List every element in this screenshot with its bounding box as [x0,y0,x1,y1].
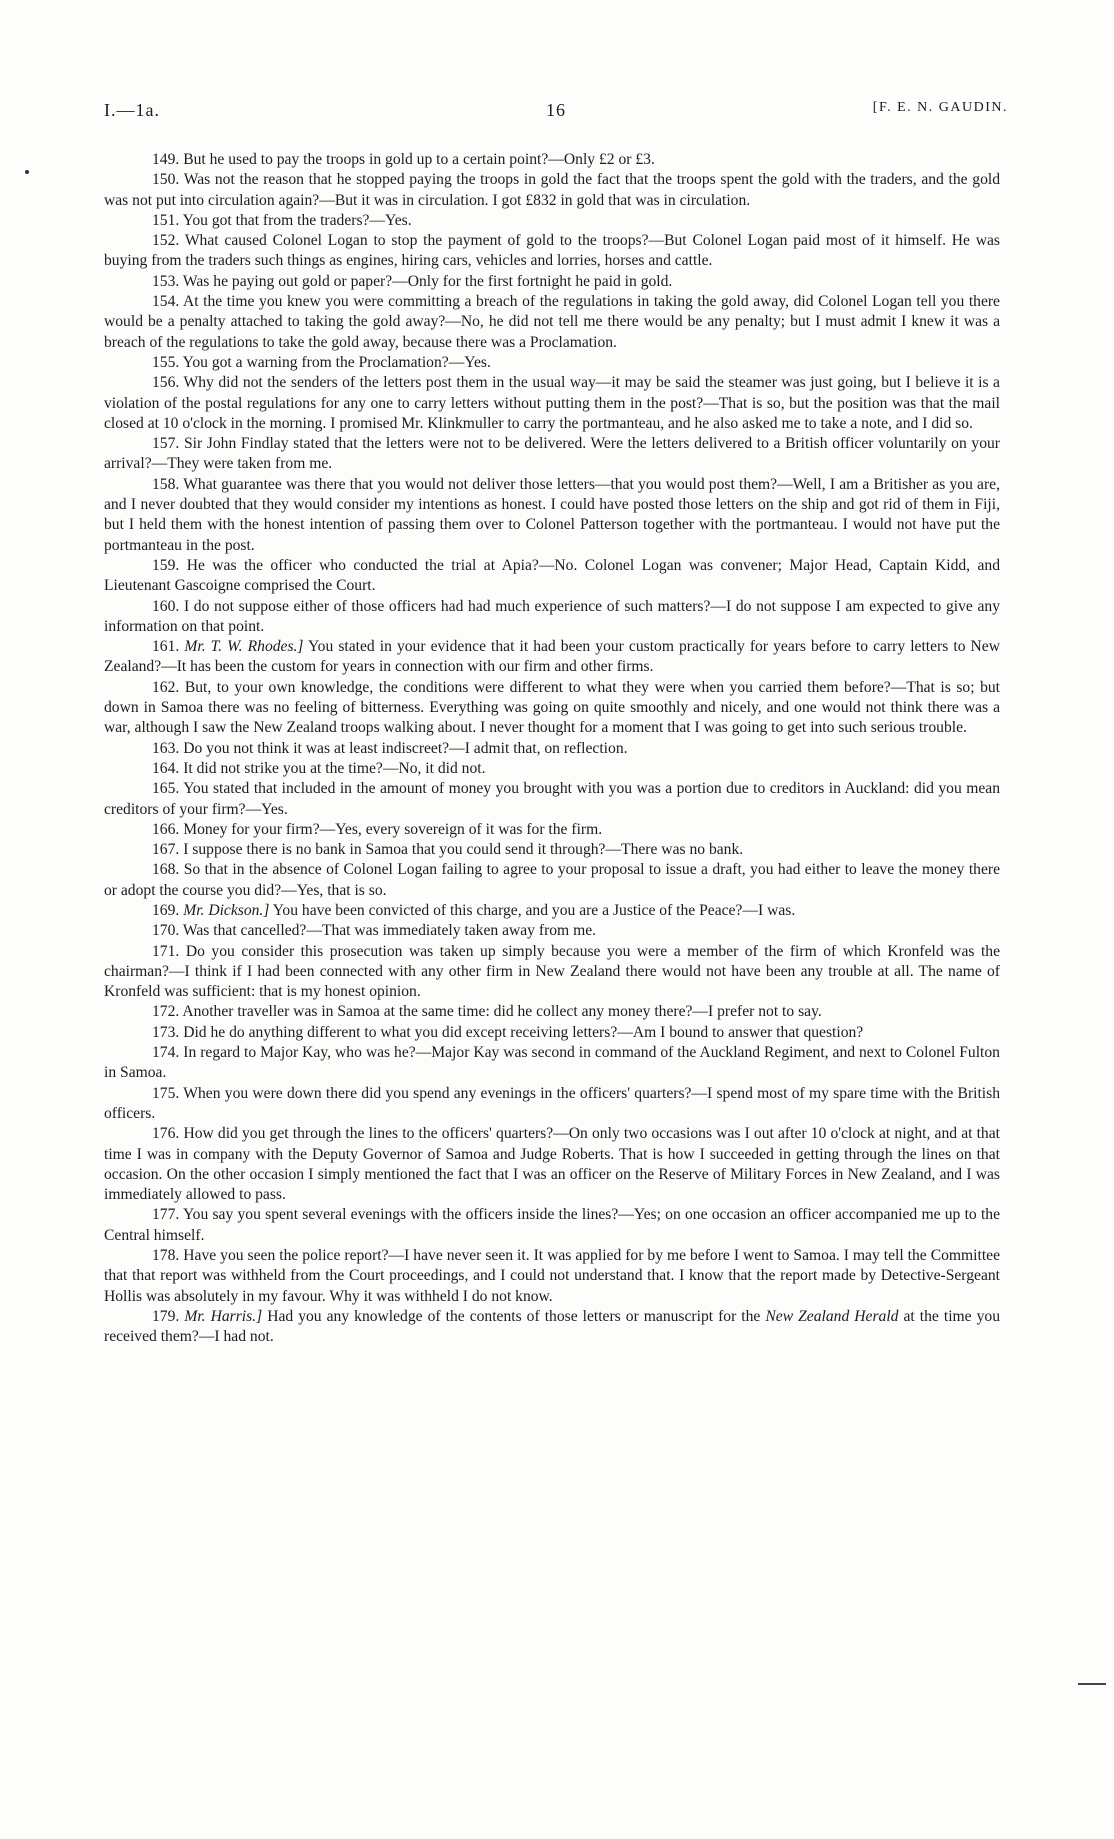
question-number: 178. [152,1247,180,1265]
question-answer-text: He was the officer who conducted the trial at Apia?—No. Colonel Logan was convener; Major Head, Captain Kidd, and Lieutenant Gascoigne comprised the Court. [104,556,1000,595]
question-answer-text: Did he do anything different to what you did except receiving letters?—Am I bound to answer that question? [183,1023,864,1041]
question-answer-text: Sir John Findlay stated that the letters were not to be delivered. Were the letters delivered to a British officer voluntarily on your arrival?—They were taken from me. [104,435,1000,473]
question-answer-text: What caused Colonel Logan to stop the payment of gold to the troops?—But Colonel Logan paid most of it himself. He was buying from the traders such things as engines, hiring cars, vehicles and lorries, horses and cattle. [104,232,1001,270]
testimony-paragraph [104,1023,1000,1043]
question-number: 169. [152,901,180,919]
question-number: 152. [152,232,180,250]
question-number: 173. [152,1023,180,1041]
question-answer-text: Was that cancelled?—That was immediately taken away from me. [182,922,597,940]
question-answer-text-tail: at the time you received them?—I had not. [104,1307,1000,1346]
question-number: 162. [152,678,180,696]
testimony-paragraph [104,150,1000,170]
question-answer-text: Do you consider this prosecution was taken up simply because you were a member of the firm of which Kronfeld was the chairman?—I think if I had been connected with any other firm in New Zealand there would not have been any trouble at all. The name of Kronfeld was sufficient: that is my honest opinion. [104,942,1001,1001]
question-answer-text: I suppose there is no bank in Samoa that you could send it through?—There was no bank. [183,841,744,859]
question-number: 158. [152,475,180,493]
question-answer-text: But he used to pay the troops in gold up to a certain point?—Only £2 or £3. [183,151,655,168]
question-answer-text: What guarantee was there that you would not deliver those letters—that you would post them?—Well, I am a Britisher as you are, and I never doubted that they would consider my intentions as honest. I could have posted those letters on the ship and got rid of them in Fiji, but I held them with the honest intention of passing them over to Colonel Patterson together with the portmanteau. I would not have put the portmanteau in the post. [104,475,1000,554]
question-answer-text: I do not suppose either of those officers had had much experience of such matters?—I do not suppose I am expected to give any information on that point. [104,597,1000,635]
margin-dash [1078,1683,1106,1685]
testimony-paragraph [104,373,1000,434]
question-answer-text: Was he paying out gold or paper?—Only for the first fortnight he paid in gold. [182,272,673,290]
testimony-paragraph [104,231,1000,272]
question-answer-text: So that in the absence of Colonel Logan failing to agree to your proposal to issue a draft, you had either to leave the money there or adopt the course you did?—Yes, that is so. [104,861,1000,899]
question-number: 170. [152,922,180,940]
testimony-paragraph [104,1002,1000,1022]
question-number: 166. [152,820,180,838]
examiner-name: Mr. Dickson.] [183,901,270,919]
question-number: 154. [152,293,180,311]
question-answer-text: You stated that included in the amount of money you brought with you was a portion due to creditors in Auckland: did you mean creditors of your firm?—Yes. [104,780,1000,818]
examiner-name: Mr. T. W. Rhodes.] [184,638,304,656]
margin-dot [25,170,29,174]
question-number: 174. [152,1044,180,1062]
question-answer-text: How did you get through the lines to the officers' quarters?—On only two occasions was I out after 10 o'clock at night, and at that time I was in company with the Deputy Governor of Samoa and Judge Roberts. That is how I succeeded in getting through the lines on that occasion. On the other occasion I simply mentioned the fact that I was an officer on the Reserve of Military Forces in New Zealand, and I was immediately allowed to pass. [104,1125,1000,1204]
question-answer-text: You have been convicted of this charge, and you are a Justice of the Peace?—I was. [272,901,796,919]
testimony-paragraph [104,434,1000,475]
paper-reference: I.—1a. [104,100,160,120]
question-number: 157. [152,435,180,453]
testimony-paragraph [104,353,1000,373]
testimony-paragraph [104,170,1000,211]
testimony-paragraph [104,901,1000,921]
testimony-paragraph [104,597,1000,638]
question-answer-text: In regard to Major Kay, who was he?—Major Kay was second in command of the Auckland Regiment, and next to Colonel Fulton in Samoa. [104,1044,1000,1082]
question-number: 168. [152,861,180,879]
testimony-paragraph [104,1205,1000,1246]
question-answer-text: Was not the reason that he stopped paying the troops in gold the fact that the troops spent the gold with the traders, and the gold was not put into circulation again?—But it was in circulation. I got £832 in gold that was in circulation. [104,171,1000,209]
question-answer-text: Do you not think it was at least indiscreet?—I admit that, on reflection. [183,739,628,757]
testimony-paragraph [104,211,1000,231]
question-number: 165. [152,780,180,798]
question-number: 156. [152,374,180,392]
question-answer-text: You got a warning from the Proclamation?—Yes. [182,353,491,371]
testimony-paragraph [104,779,1000,820]
question-number: 160. [152,597,180,615]
question-number: 179. [152,1307,180,1325]
question-answer-text: Have you seen the police report?—I have never seen it. It was applied for by me before I went to Samoa. I may tell the Committee that that report was withheld from the Court proceedings, and I could not understand that. I know that the report made by Detective-Sergeant Hollis was absolutely in my favour. Why it was withheld I do not know. [104,1247,1000,1305]
question-answer-text: At the time you knew you were committing a breach of the regulations in taking the gold away, did Colonel Logan tell you there would be a penalty attached to taking the gold away?—No, he did not tell me there would be any penalty; but I must admit I knew it was a breach of the regulations to take the gold away, because there was a Proclamation. [104,293,1000,351]
question-answer-text: Money for your firm?—Yes, every sovereign of it was for the firm. [183,820,603,838]
page-header [104,100,1008,128]
question-answer-text: Had you any knowledge of the contents of those letters or manuscript for the [267,1307,761,1325]
testimony-body [104,150,1000,1348]
question-number: 161. [152,638,180,656]
testimony-paragraph [104,759,1000,779]
question-number: 167. [152,841,180,859]
question-number: 176. [152,1125,180,1143]
question-answer-text: Why did not the senders of the letters post them in the usual way—it may be said the steamer was just going, but I believe it is a violation of the postal regulations for any one to carry letters without putting them in the post?—That is so, but the position was that the mail closed at 10 o'clock in the morning. I promised Mr. Klinkmuller to carry the portmanteau, and he also asked me to take a note, and I did so. [104,374,1000,432]
question-answer-text: You stated in your evidence that it had been your custom practically for years before to carry letters to New Zealand?—It has been the custom for years in connection with our firm and other firms. [104,638,1000,676]
question-number: 172. [152,1003,180,1021]
question-answer-text: But, to your own knowledge, the conditions were different to what they were when you carried them before?—That is so; but down in Samoa there was no feeling of bitterness. Everything was going on quite smoothly and nicely, and one would not think there was a war, although I saw the New Zealand troops walking about. I never thought for a moment that I was going to get into such serious trouble. [104,678,1000,737]
question-number: 163. [152,739,180,757]
testimony-paragraph [104,820,1000,840]
testimony-paragraph [104,272,1000,292]
testimony-paragraph [104,860,1000,901]
examiner-name: Mr. Harris.] [184,1307,263,1325]
question-number: 164. [152,759,180,777]
testimony-paragraph [104,921,1000,941]
testimony-paragraph [104,1307,1000,1348]
witness-name: [F. E. N. GAUDIN. [872,100,1008,115]
newspaper-title: New Zealand Herald [765,1307,899,1325]
testimony-paragraph [104,739,1000,759]
question-number: 151. [152,211,180,229]
question-number: 159. [152,556,180,574]
question-answer-text: You got that from the traders?—Yes. [182,211,412,229]
question-number: 150. [152,171,180,189]
testimony-paragraph [104,556,1000,597]
question-answer-text: Another traveller was in Samoa at the same time: did he collect any money there?—I prefer not to say. [182,1003,822,1021]
question-number: 153. [152,272,180,290]
testimony-paragraph [104,942,1000,1003]
question-number: 177. [152,1206,180,1224]
page-number: 16 [546,100,566,120]
question-number: 155. [152,353,180,371]
testimony-paragraph [104,475,1000,556]
question-answer-text: You say you spent several evenings with the officers inside the lines?—Yes; on one occasion an officer accompanied me up to the Central himself. [104,1206,1000,1244]
testimony-paragraph [104,1124,1000,1205]
testimony-paragraph [104,1246,1000,1307]
question-number: 175. [152,1084,180,1102]
testimony-paragraph [104,637,1000,678]
testimony-paragraph [104,292,1000,353]
question-answer-text: It did not strike you at the time?—No, it did not. [183,759,486,777]
question-number: 171. [152,942,180,960]
question-number: 149. [152,151,180,168]
testimony-paragraph [104,1043,1000,1084]
testimony-paragraph [104,678,1000,739]
testimony-paragraph [104,1084,1000,1125]
testimony-paragraph [104,840,1000,860]
question-answer-text: When you were down there did you spend any evenings in the officers' quarters?—I spend most of my spare time with the British officers. [104,1084,1001,1122]
